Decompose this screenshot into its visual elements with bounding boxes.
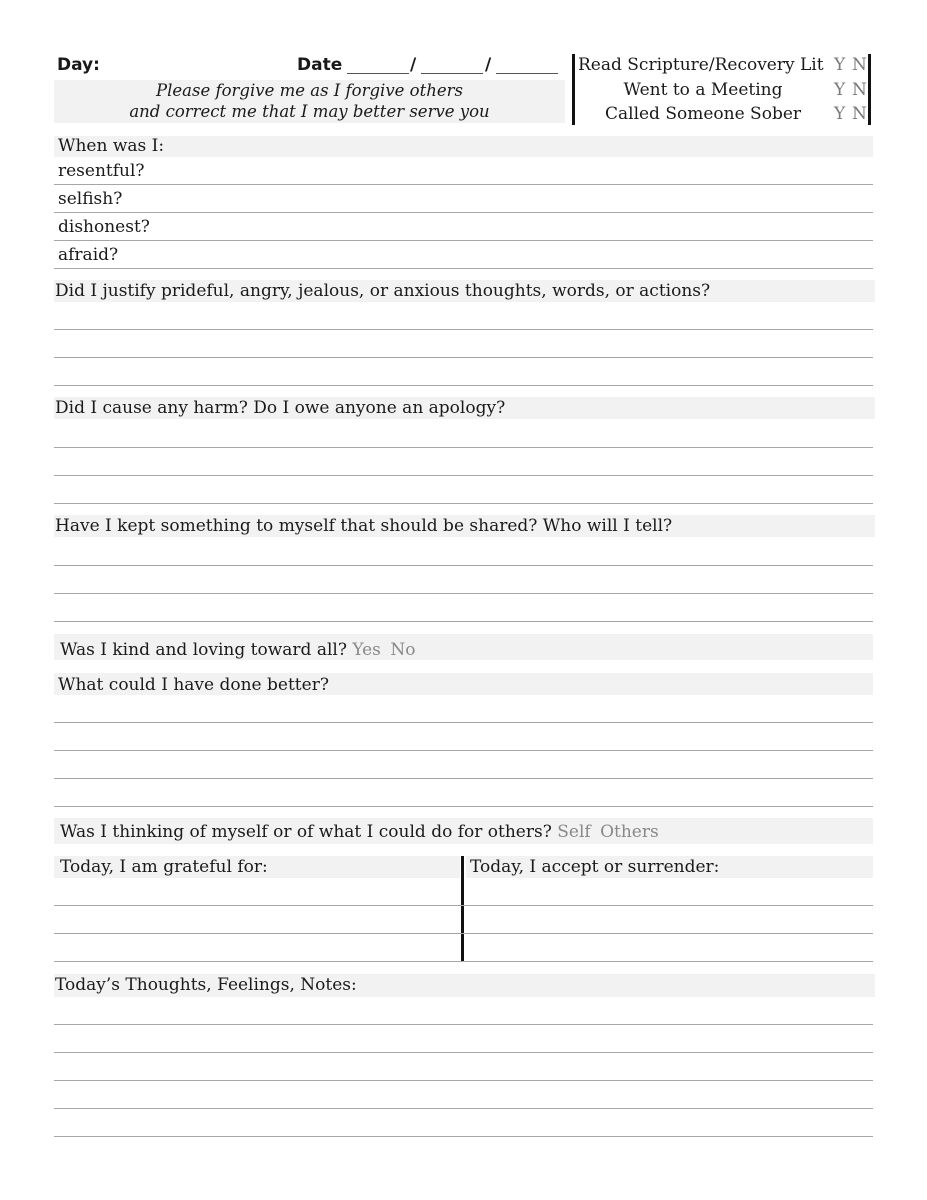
prayer-line-2: and correct me that I may better serve you [129,102,490,121]
checklist-scripture-no[interactable]: N [852,55,867,75]
kind-no-option[interactable]: No [390,640,416,660]
date-label: Date [297,55,343,75]
question-kind-text: Was I kind and loving toward all? [60,640,347,660]
thinking-self-option[interactable]: Self [557,822,591,842]
when-was-i-heading: When was I: [58,136,165,156]
heading-accept: Today, I accept or surrender: [470,857,720,877]
thinking-others-option[interactable]: Others [600,822,659,842]
checklist-scripture-yes[interactable]: Y [834,55,846,75]
heading-grateful: Today, I am grateful for: [60,857,268,877]
question-harm: Did I cause any harm? Do I owe anyone an apology? [55,398,506,418]
write-line[interactable] [54,357,873,358]
item-resentful: resentful? [58,161,145,181]
write-line[interactable] [54,212,873,213]
write-line[interactable] [54,1052,873,1053]
question-thinking [60,822,659,842]
checklist-called-yes[interactable]: Y [834,104,846,124]
item-selfish: selfish? [58,189,123,209]
write-line[interactable] [54,503,873,504]
write-line[interactable] [54,447,873,448]
question-kept: Have I kept something to myself that should be shared? Who will I tell? [55,516,673,536]
write-line[interactable] [54,565,873,566]
write-line[interactable] [54,750,873,751]
date-month-blank[interactable] [347,73,409,74]
when-was-i-band [54,136,873,157]
checklist-called-no[interactable]: N [852,104,867,124]
question-better: What could I have done better? [58,675,329,695]
write-line[interactable] [54,385,873,386]
write-line[interactable] [54,240,873,241]
write-line[interactable] [54,905,873,906]
write-line[interactable] [54,1080,873,1081]
write-line[interactable] [54,621,873,622]
item-afraid: afraid? [58,245,119,265]
write-line[interactable] [54,806,873,807]
checklist-called-label: Called Someone Sober [604,104,802,124]
checklist-meeting-no[interactable]: N [852,80,867,100]
write-line[interactable] [54,475,873,476]
write-line[interactable] [54,933,873,934]
question-justify: Did I justify prideful, angry, jealous, or anxious thoughts, words, or actions? [55,281,711,301]
item-dishonest: dishonest? [58,217,150,237]
write-line[interactable] [54,1136,873,1137]
write-line[interactable] [54,1108,873,1109]
write-line[interactable] [54,184,873,185]
question-thinking-text: Was I thinking of myself or of what I could do for others? [60,822,552,842]
column-divider [461,856,464,962]
write-line[interactable] [54,778,873,779]
write-line[interactable] [54,961,873,962]
write-line[interactable] [54,1024,873,1025]
question-kind [60,640,415,660]
checklist-meeting-label: Went to a Meeting [623,80,783,100]
date-day-blank[interactable] [421,73,483,74]
checklist-left-border [572,54,575,125]
checklist-meeting-yes[interactable]: Y [834,80,846,100]
write-line[interactable] [54,722,873,723]
write-line[interactable] [54,329,873,330]
heading-notes: Today’s Thoughts, Feelings, Notes: [55,975,357,995]
day-label: Day: [57,55,100,75]
write-line[interactable] [54,593,873,594]
prayer-line-1: Please forgive me as I forgive others [156,81,463,100]
date-separator: / [485,55,492,75]
checklist-scripture-label: Read Scripture/Recovery Lit [578,55,824,75]
kind-yes-option[interactable]: Yes [352,640,381,660]
write-line[interactable] [54,268,873,269]
checklist-right-border [868,54,871,125]
date-year-blank[interactable] [496,73,558,74]
date-separator: / [410,55,417,75]
